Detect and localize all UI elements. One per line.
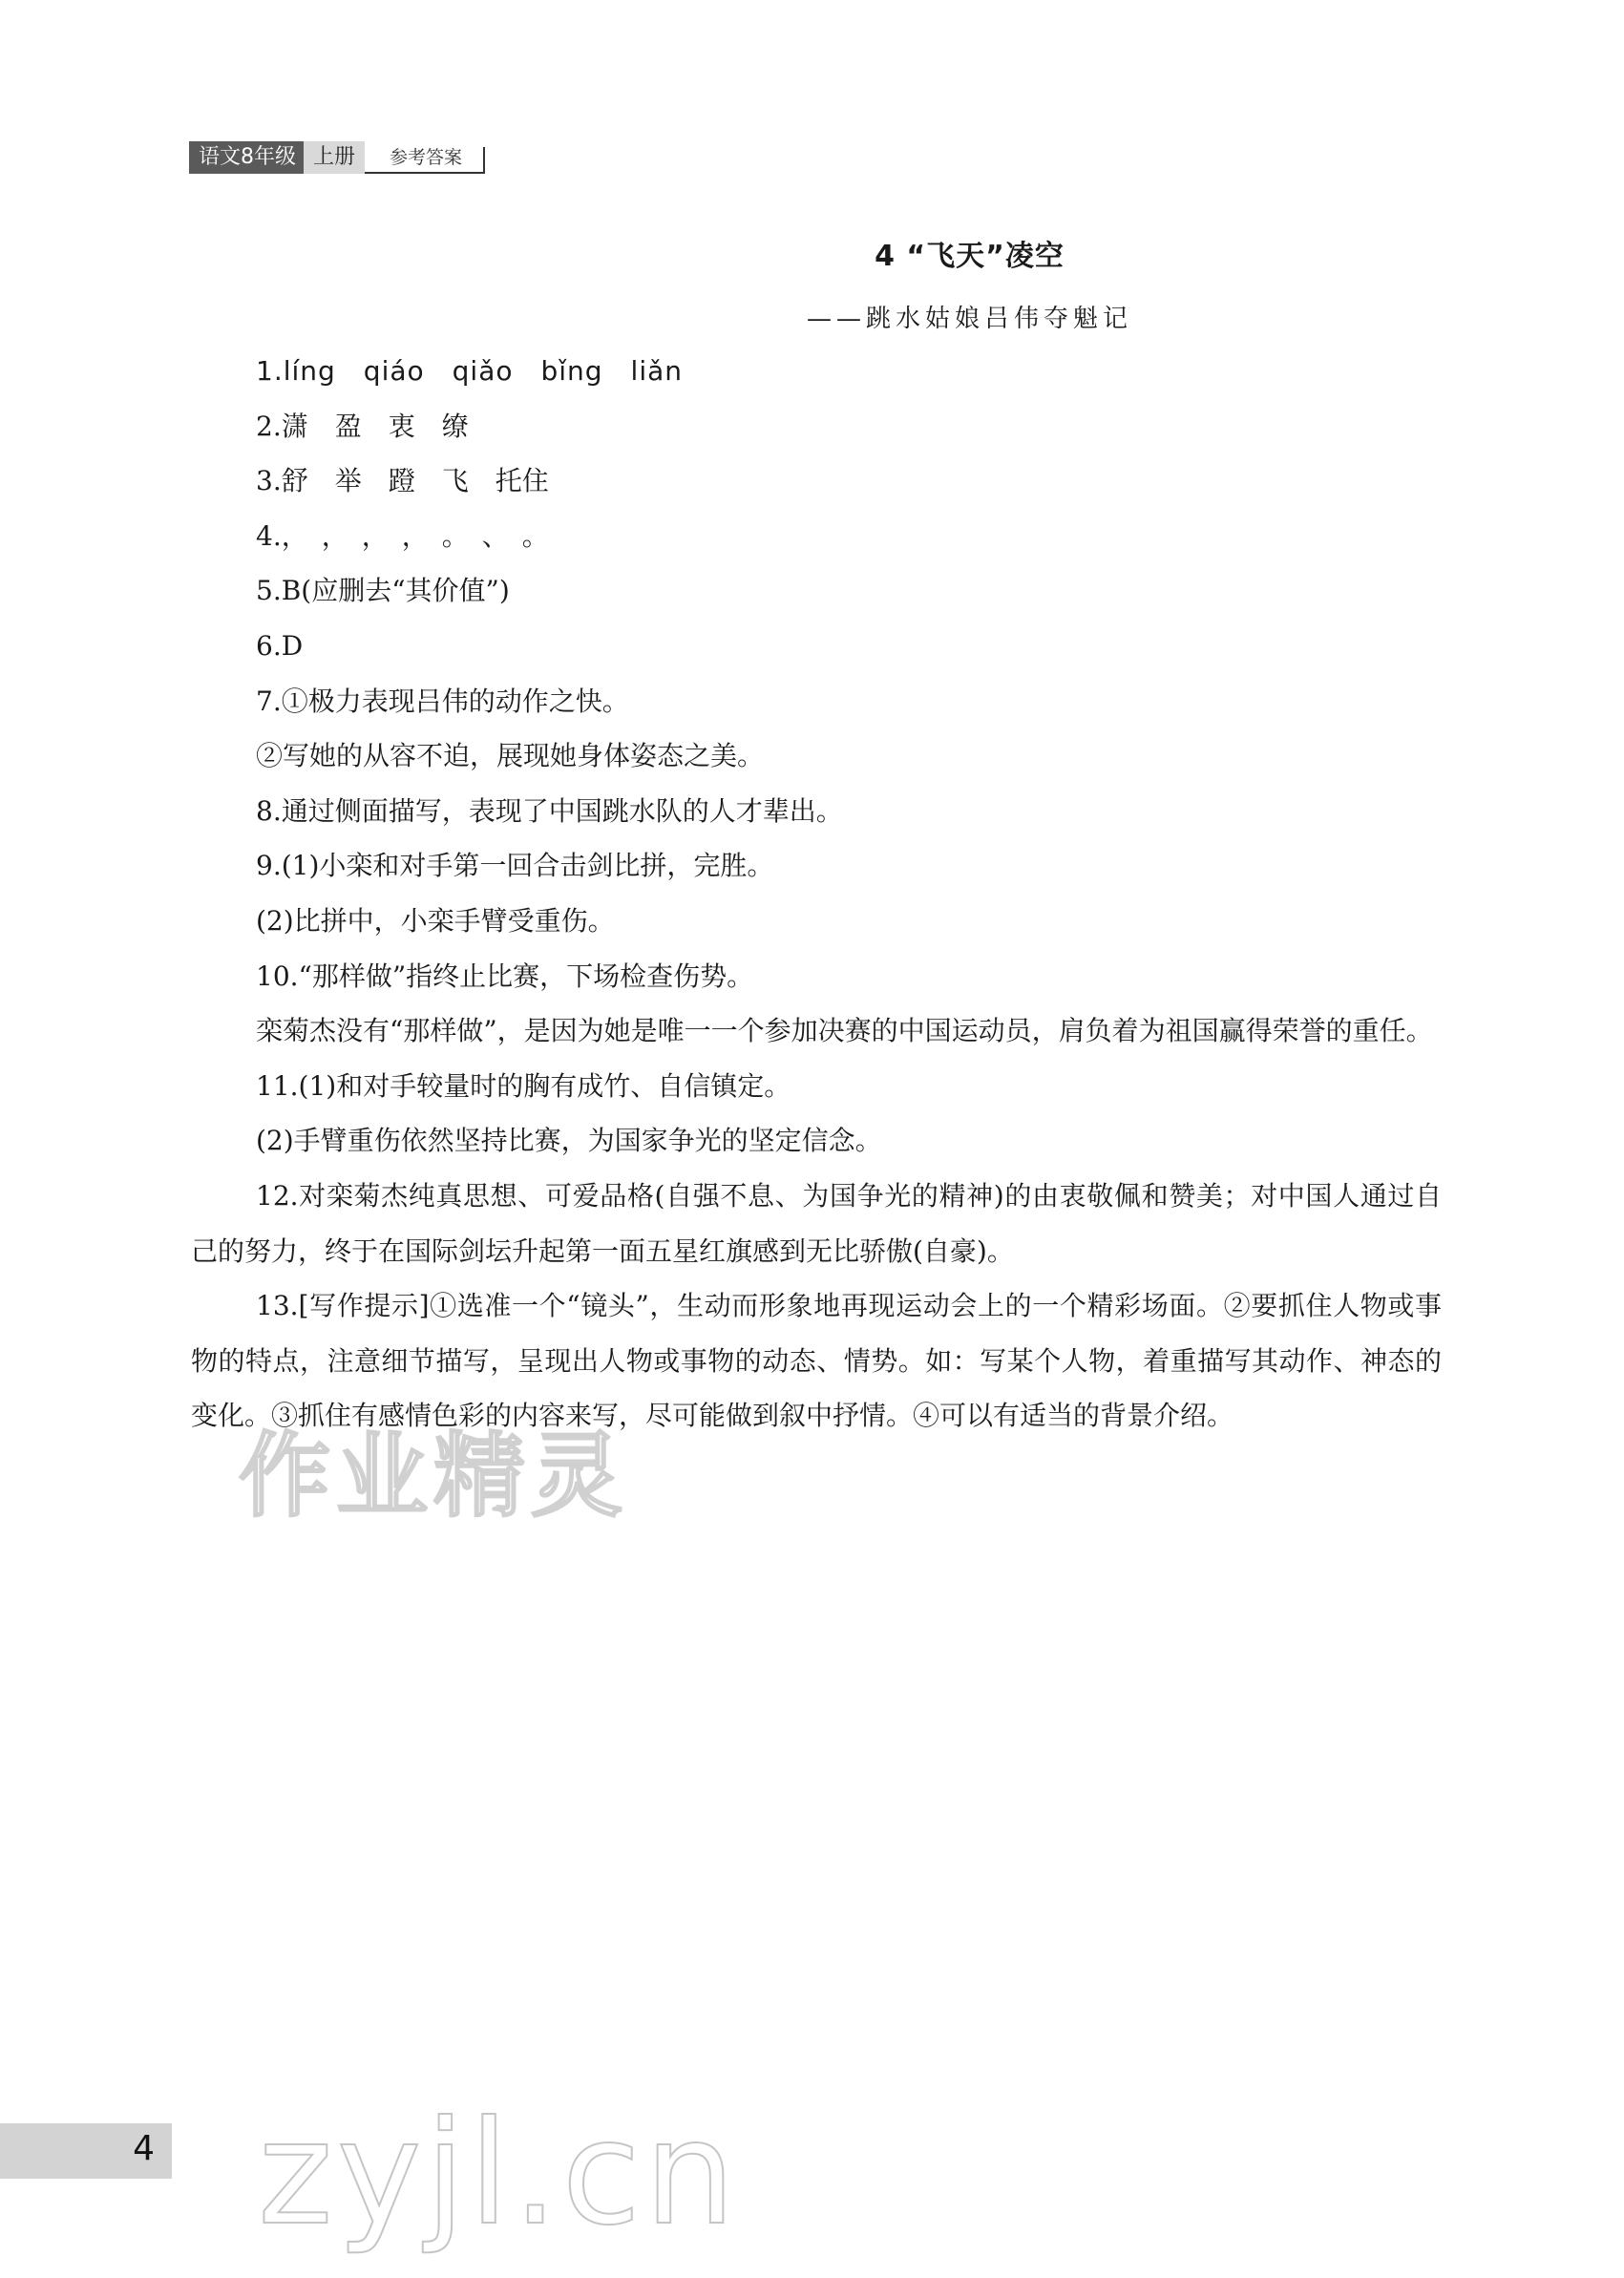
answer-6: 6.D [256,629,304,662]
page-header-tab [189,141,483,174]
answer-10-part-1: 10.“那样做”指终止比赛，下场检查伤势。 [256,960,754,992]
answer-4: 4.， ， ， ， 。 、 。 [256,519,549,552]
subject-grade-label: 语文8年级 [189,141,304,174]
lesson-title: 4 “飞天”凌空 [875,240,1065,273]
lesson-subtitle: ——跳水姑娘吕伟夺魁记 [806,305,1132,333]
page-number-box [0,2123,172,2179]
answer-3: 3.舒 举 蹬 飞 托住 [256,465,549,497]
answer-13: 13.[写作提示]①选准一个“镜头”，生动而形象地再现运动会上的一个精彩场面。②要抓住人物或事物的特点，注意细节描写，呈现出人物或事物的动态、情势。如：写某个人物，着重描写其动作、神态的变化。③抓住有感情色彩的内容来写，尽可能做到叙中抒情。④可以有适当的背景介绍。 [191,1290,1442,1432]
answer-2: 2.潇 盈 衷 缭 [256,410,469,442]
page-number: 4 [133,2129,155,2168]
answer-9-part-1: 9.(1)小栾和对手第一回合击剑比拼，完胜。 [256,850,774,882]
answer-7-part-1: 7.①极力表现吕伟的动作之快。 [256,685,629,717]
section-label: 参考答案 [365,141,483,174]
answer-11-part-2: (2)手臂重伤依然坚持比赛，为国家争光的坚定信念。 [256,1125,882,1157]
answer-10-part-2: 栾菊杰没有“那样做”，是因为她是唯一一个参加决赛的中国运动员，肩负着为祖国赢得荣誉的重任。 [256,1015,1433,1047]
volume-label: 上册 [304,141,365,174]
watermark-bottom: zyjl.cn [258,2091,740,2257]
answer-7-part-2: ②写她的从容不迫，展现她身体姿态之美。 [256,740,765,772]
watermark-middle: 作业精灵 [239,1423,628,1529]
answer-8: 8.通过侧面描写，表现了中国跳水队的人才辈出。 [256,794,843,827]
answer-12: 12.对栾菊杰纯真思想、可爱品格(自强不息、为国争光的精神)的由衷敬佩和赞美；对中国人通过自己的努力，终于在国际剑坛升起第一面五星红旗感到无比骄傲(自豪)。 [191,1179,1442,1267]
answer-5: 5.B(应删去“其价值”) [256,575,510,607]
answer-11-part-1: 11.(1)和对手较量时的胸有成竹、自信镇定。 [256,1069,791,1102]
answer-9-part-2: (2)比拼中，小栾手臂受重伤。 [256,904,615,937]
answer-list [191,344,1442,1444]
answer-1: 1.líng qiáo qiǎo bǐng liǎn [256,355,684,387]
